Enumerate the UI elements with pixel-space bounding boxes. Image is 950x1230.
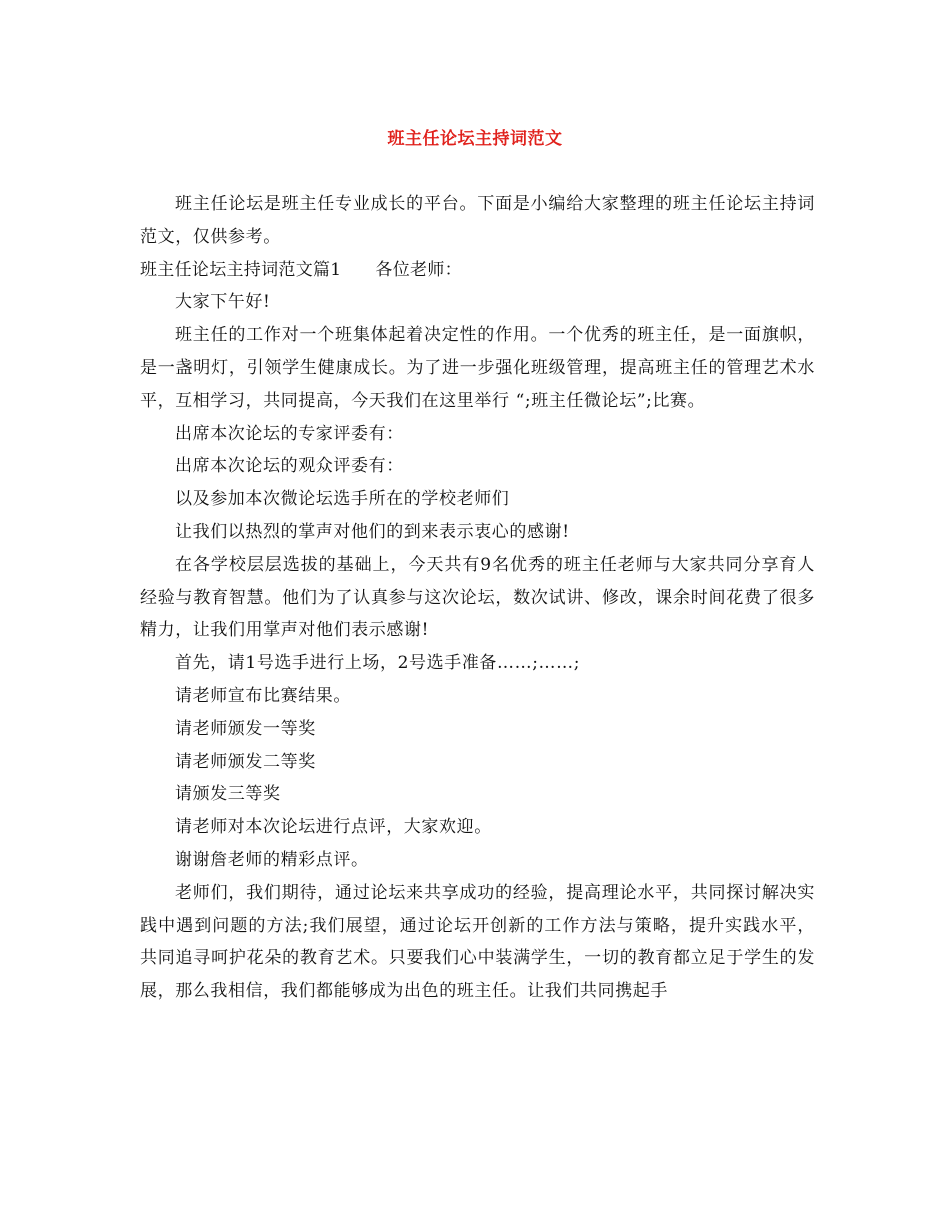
paragraph-teachers: 以及参加本次微论坛选手所在的学校老师们 — [175, 489, 510, 510]
paragraph-intro: 班主任论坛是班主任专业成长的平台。下面是小编给大家整理的班主任论坛主持词范文，仅供参考。 — [140, 194, 815, 247]
paragraph-first-contestant: 首先，请1号选手进行上场，2号选手准备……;……; — [175, 653, 581, 674]
paragraph-thanks: 谢谢詹老师的精彩点评。 — [175, 849, 369, 870]
greeting-salutation: 各位老师： — [375, 259, 462, 280]
section-heading-line — [140, 254, 815, 287]
section-heading: 班主任论坛主持词范文篇1 — [140, 259, 342, 280]
paragraph-comment-request: 请老师对本次论坛进行点评，大家欢迎。 — [175, 817, 492, 838]
paragraph-role: 班主任的工作对一个班集体起着决定性的作用。一个优秀的班主任，是一面旗帜，是一盏明灯，引领学生健康成长。为了进一步强化班级管理，提高班主任的管理艺术水平，互相学习，共同提高，今天我们在这里举行 “;班主任微论坛”;比赛。 — [140, 325, 815, 411]
document-title: 班主任论坛主持词范文 — [387, 129, 563, 149]
document-body — [140, 188, 815, 1008]
paragraph-contestants: 在各学校层层选拔的基础上，今天共有9名优秀的班主任老师与大家共同分享育人经验与教育智慧。他们为了认真参与这次论坛，数次试讲、修改，课余时间花费了很多精力，让我们用掌声对他们表示感谢! — [140, 554, 815, 641]
paragraph-first-prize: 请老师颁发一等奖 — [175, 718, 316, 739]
paragraph-second-prize: 请老师颁发二等奖 — [175, 751, 316, 772]
paragraph-closing: 老师们，我们期待，通过论坛来共享成功的经验，提高理论水平，共同探讨解决实践中遇到问题的方法;我们展望，通过论坛开创新的工作方法与策略，提升实践水平，共同追寻呵护花朵的教育艺术。只要我们心中装满学生，一切的教育都立足于学生的发展，那么我相信，我们都能够成为出色的班主任。让我们共同携起手 — [140, 882, 815, 1002]
paragraph-results: 请老师宣布比赛结果。 — [175, 685, 351, 706]
paragraph-applause: 让我们以热烈的掌声对他们的到来表示衷心的感谢! — [175, 521, 570, 542]
paragraph-expert-judges: 出席本次论坛的专家评委有： — [175, 423, 404, 444]
paragraph-third-prize: 请颁发三等奖 — [175, 784, 281, 805]
paragraph-audience-judges: 出席本次论坛的观众评委有： — [175, 456, 404, 477]
paragraph-greeting: 大家下午好! — [175, 292, 271, 313]
